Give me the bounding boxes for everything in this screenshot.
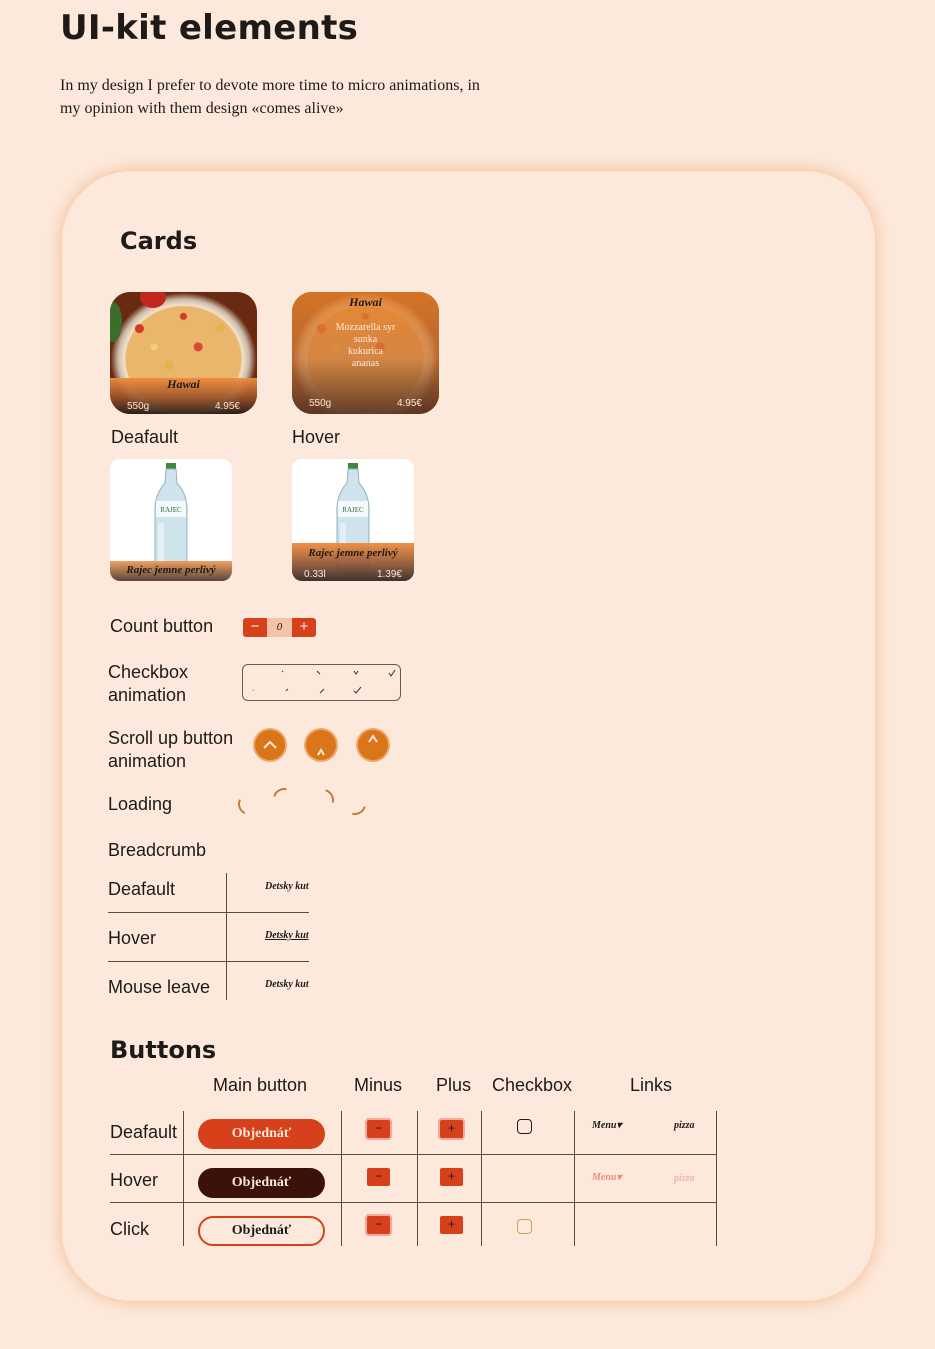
pizza-link-hover[interactable]: pizza (674, 1173, 695, 1184)
column-header: Minus (354, 1075, 403, 1095)
count-button-label: Count button (110, 616, 214, 636)
ingredient: Mozzarella syr (335, 322, 396, 333)
pizza-link-default[interactable]: pizza (674, 1120, 695, 1131)
plus-button-click[interactable]: + (440, 1216, 463, 1234)
loading-spinner-frame (269, 784, 299, 814)
label-line: Scroll up button (108, 728, 234, 748)
chevron-up-icon (306, 730, 336, 760)
breadcrumb-state-label: Deafault (108, 879, 176, 899)
cards-heading: Cards (120, 227, 198, 255)
ingredient: kukurica (348, 346, 383, 357)
ingredient: sunka (353, 334, 378, 345)
scroll-up-label (108, 727, 233, 773)
ingredient: ananas (351, 358, 380, 369)
link-text: Menu (592, 1172, 617, 1183)
label-line: animation (108, 751, 187, 771)
table-row-line (110, 1154, 716, 1155)
card-description (292, 322, 439, 370)
minus-button-hover[interactable]: − (367, 1168, 390, 1186)
pizza-card-default[interactable] (110, 292, 257, 414)
loading-spinner-frame (308, 785, 338, 815)
order-button-click[interactable]: Objednáť (198, 1216, 325, 1246)
minus-button-default[interactable]: − (367, 1120, 390, 1138)
breadcrumb[interactable]: Detsky kut (265, 979, 309, 990)
check-frames (243, 665, 402, 702)
bottle-image (154, 463, 188, 575)
breadcrumb-state-label: Mouse leave (108, 977, 211, 997)
checkbox-animation-label (108, 661, 188, 707)
order-button-default[interactable]: Objednáť (198, 1119, 325, 1149)
scroll-up-button[interactable] (255, 730, 285, 760)
card-hover-label: Hover (292, 427, 341, 447)
menu-link-hover[interactable] (592, 1172, 621, 1183)
bottle-brand: RAJEC (160, 506, 182, 514)
table-row-line (110, 1202, 716, 1203)
loading-label: Loading (108, 794, 173, 814)
breadcrumb[interactable]: Detsky kut (265, 930, 309, 941)
table-divider (417, 1111, 418, 1246)
drink-card-default[interactable] (110, 459, 232, 581)
minus-button-click[interactable]: − (367, 1216, 390, 1234)
row-label: Hover (110, 1170, 159, 1190)
intro-text: In my design I prefer to devote more time to micro animations, in my opinion with them design «comes alive» (60, 77, 480, 117)
table-divider (716, 1111, 717, 1246)
breadcrumb-row-line (108, 961, 309, 962)
chevron-up-icon (255, 730, 285, 760)
chevron-up-icon (358, 730, 388, 760)
link-text: Menu (592, 1120, 617, 1131)
row-label: Deafault (110, 1122, 178, 1142)
card-name: Hawai (349, 295, 382, 309)
card-volume: 0.33l (304, 569, 326, 580)
breadcrumb-divider (226, 873, 227, 1000)
column-header: Main button (213, 1075, 308, 1095)
table-divider (574, 1111, 575, 1246)
card-name: Rajec jemne perlivý (308, 547, 398, 559)
caret-down-icon: ▾ (616, 1172, 622, 1183)
caret-down-icon: ▾ (616, 1120, 622, 1131)
order-button-hover[interactable]: Objednáť (198, 1168, 325, 1198)
count-minus-button[interactable]: − (243, 618, 267, 637)
card-price: 1.39€ (376, 569, 402, 580)
card-name: Rajec jemne perlivý (126, 564, 216, 576)
uikit-panel (62, 171, 875, 1301)
breadcrumb-heading: Breadcrumb (108, 840, 207, 860)
column-header: Links (630, 1075, 673, 1095)
scroll-up-button[interactable] (358, 730, 388, 760)
menu-link-default[interactable] (592, 1120, 621, 1131)
count-value: 0 (267, 618, 292, 637)
loading-spinner-frame (340, 789, 370, 819)
scroll-up-button[interactable] (306, 730, 336, 760)
plus-button-hover[interactable]: + (440, 1168, 463, 1186)
card-name: Hawai (167, 377, 200, 391)
checkbox-default[interactable] (517, 1119, 532, 1134)
column-header: Checkbox (492, 1075, 573, 1095)
row-label: Click (110, 1219, 149, 1239)
checkbox-animation-frames (242, 664, 401, 701)
card-weight: 550g (127, 401, 150, 412)
label-line: Checkbox (108, 662, 189, 682)
column-header: Plus (436, 1075, 472, 1095)
card-weight: 550g (309, 398, 332, 409)
page-title: UI-kit elements (60, 8, 359, 48)
checkbox-click[interactable] (517, 1219, 532, 1234)
card-price: 4.95€ (396, 398, 422, 409)
table-divider (481, 1111, 482, 1246)
table-divider (341, 1111, 342, 1246)
breadcrumb-state-label: Hover (108, 928, 157, 948)
plus-button-default[interactable]: + (440, 1120, 463, 1138)
breadcrumb-row-line (108, 912, 309, 913)
breadcrumb[interactable]: Detsky kut (265, 881, 309, 892)
buttons-heading: Buttons (110, 1036, 217, 1064)
card-default-label: Deafault (111, 427, 179, 447)
card-price: 4.95€ (214, 401, 240, 412)
label-line: animation (108, 685, 187, 705)
count-plus-button[interactable]: + (292, 618, 316, 637)
bottle-brand: RAJEC (342, 506, 364, 514)
table-divider (183, 1111, 184, 1246)
drink-card-hover[interactable] (292, 459, 414, 581)
pizza-card-hover[interactable] (292, 292, 439, 414)
count-stepper[interactable] (243, 618, 316, 637)
loading-spinner-frame (235, 790, 263, 818)
